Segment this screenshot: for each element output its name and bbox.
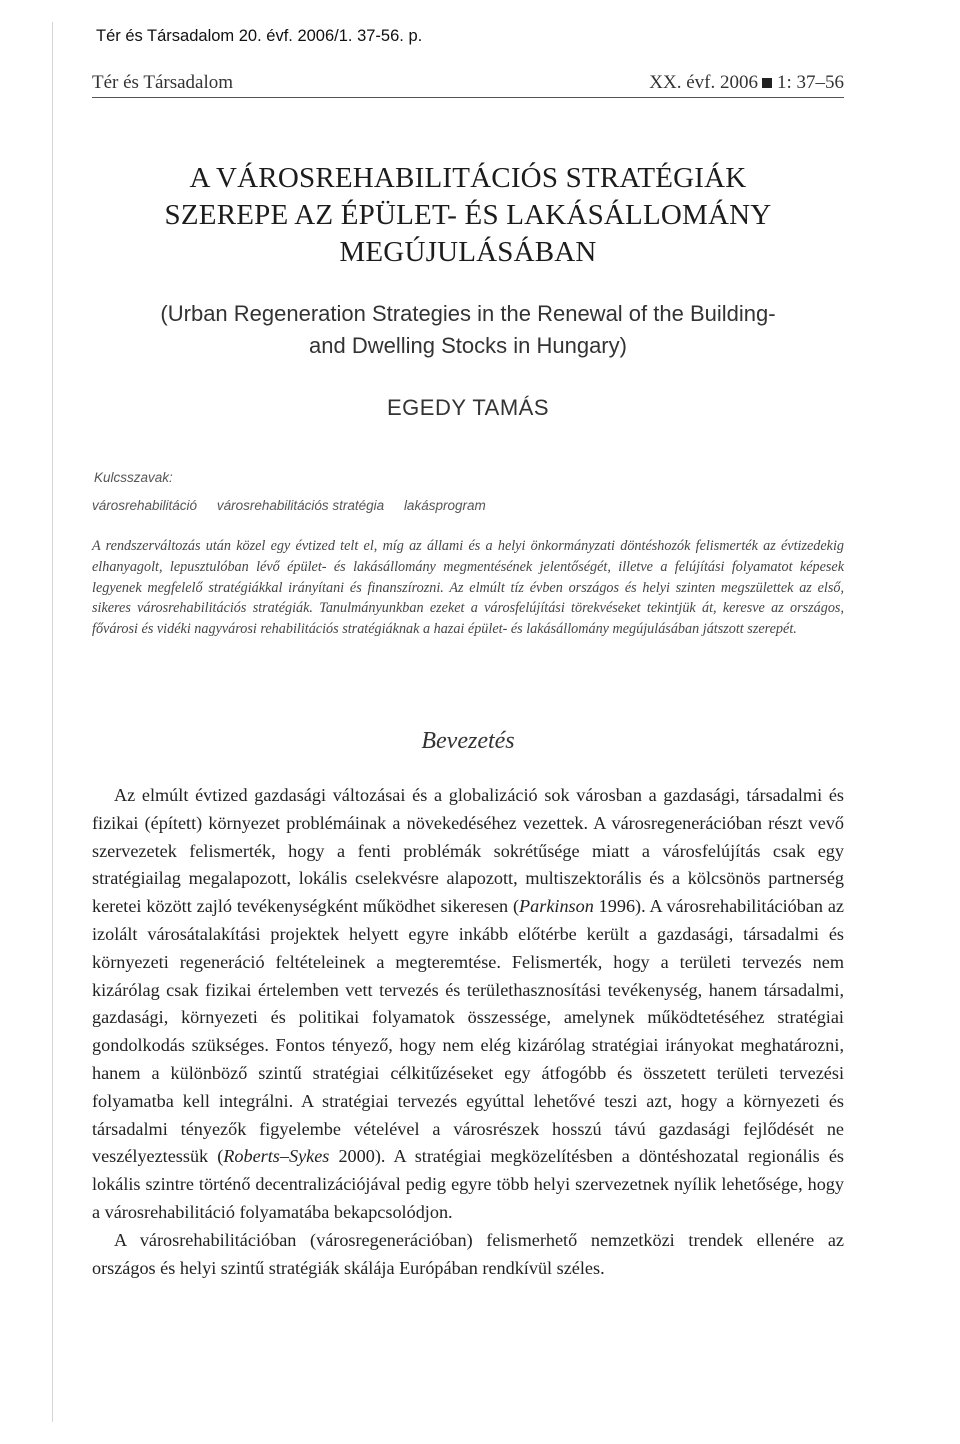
running-header xyxy=(92,72,844,98)
article-title xyxy=(92,160,844,271)
paragraph: A városrehabilitációban (városregenerációban) felismerhető nemzetközi trendek ellenére az országos és helyi szintű stratégiák skálája Európában rendkívül széles. xyxy=(92,1229,844,1278)
journal-name: Tér és Társadalom xyxy=(92,72,234,93)
paragraph: Az elmúlt évtized gazdasági változásai és a globalizáció sok városban a gazdasági, társadalmi és fizikai (épített) környezet problémáinak a növekedéséhez vezettek. A városregenerációban részt vevő szervezetek felismerték, hogy a fenti problémák sokrétűsége miatt a városfelújítás csak egy stratégiailag megalapozott, lokális cselekvésre alapozott, multiszektorális és a kölcsönös partnerség keretei között zajló tevékenységként működhet sikeresen (Parkinson 1996). A városrehabilitációban az izolált városátalakítási projektek helyett egyre inkább előtérbe került a gazdasági, társadalmi és környezeti regeneráció feltételeinek a megteremtése. Felismerték, hogy a területi tervezés nem kizárólag csak fizikai értelemben vett tervezés és területhasznosítási tevékenység, hanem társadalmi, gazdasági, környezeti és politikai folyamatok összessége, amelynek működtetéséhez stratégiai gondolkodás szükséges. Fontos tényező, hogy nem elég kizárólag stratégiai irányokat meghatározni, hanem a különböző szintű stratégiai célkitűzéseket egy átfogóbb és összetett területi tervezési folyamatba kell integrálni. A stratégiai tervezés egyúttal lehetővé teszi azt, hogy a környezeti és társadalmi tényezők figyelembe vételével a városrészek hosszú távú gazdasági fejlődését ne veszélyeztessük (Roberts–Sykes 2000). A stratégiai megközelítésben a döntéshozatal regionális és lokális szintre történő decentralizációjával pedig egyre több helyi szervezetnek nyílik lehetősége, hogy a városrehabilitáció folyamatába bekapcsolódjon. xyxy=(92,785,844,1222)
volume-info: XX. évf. 2006 1: 37–56 xyxy=(649,72,844,93)
title-line: A VÁROSREHABILITÁCIÓS STRATÉGIÁK xyxy=(189,162,747,194)
author-name: EGEDY TAMÁS xyxy=(387,395,549,420)
square-bullet-icon xyxy=(762,78,772,88)
citation-author: Roberts–Sykes xyxy=(223,1146,330,1167)
keyword: lakásprogram xyxy=(403,498,486,513)
section-heading: Bevezetés xyxy=(421,728,515,754)
citation-author: Parkinson xyxy=(519,896,594,917)
keyword: városrehabilitációs stratégia xyxy=(216,498,385,513)
keywords-list xyxy=(92,498,844,513)
source-citation: Tér és Társadalom 20. évf. 2006/1. 37-56. p. xyxy=(96,27,423,45)
subtitle-line: (Urban Regeneration Strategies in the Renewal of the Building- xyxy=(160,301,776,326)
abstract: A rendszerváltozás után közel egy évtized telt el, míg az állami és a helyi önkormányzati döntéshozók felismerték az évtizedekig elhanyagolt, lepusztulóban lévő épület- és lakásállomány megmentésének jelentőségét, illetve a felújítási folyamatot képesek legyenek megfelelő stratégiákkal irányítani és finanszírozni. Az elmúlt tíz évben országos és helyi szinten megszülettek az első, sikeres városrehabilitációs stratégiák. Tanulmányunkban ezeket a városfelújítási törekvéseket tekintjük át, keresve az országos, fővárosi és vidéki nagyvárosi rehabilitációs stratégiáknak a hazai épület- és lakásállomány megújulásában játszott szerepét. xyxy=(92,538,844,638)
keywords-label: Kulcsszavak: xyxy=(94,470,173,485)
subtitle-line: and Dwelling Stocks in Hungary) xyxy=(309,333,627,358)
body-text xyxy=(92,782,844,1282)
title-line: MEGÚJULÁSÁBAN xyxy=(339,236,597,268)
keyword: városrehabilitáció xyxy=(92,498,198,513)
page-margin-line xyxy=(52,22,53,1422)
title-line: SZEREPE AZ ÉPÜLET- ÉS LAKÁSÁLLOMÁNY xyxy=(164,199,772,231)
english-subtitle xyxy=(92,298,844,362)
